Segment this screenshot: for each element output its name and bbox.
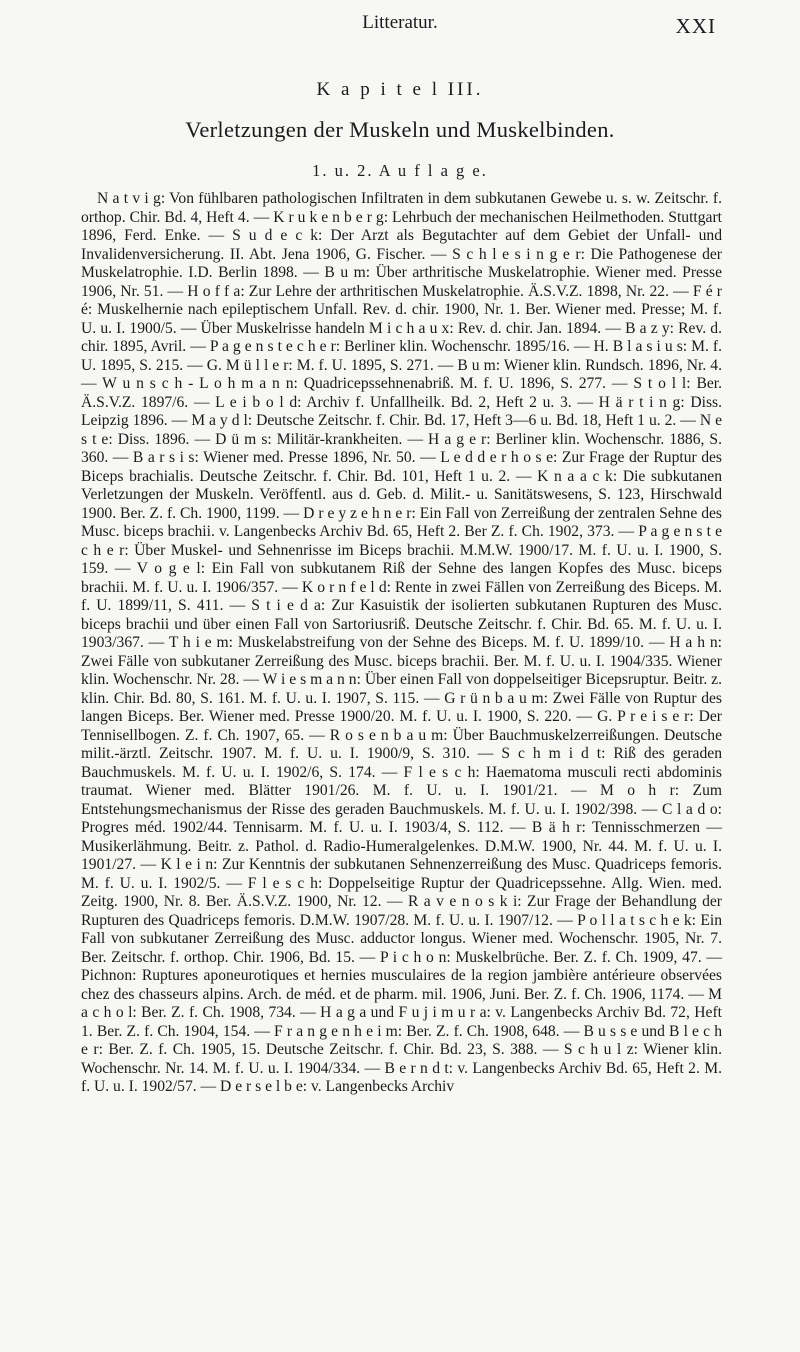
chapter-title: Verletzungen der Muskeln und Muskelbinden. [185, 117, 615, 142]
chapter-label: K a p i t e l III. [316, 79, 484, 100]
page-number: XXI [675, 14, 716, 38]
running-head: Litteratur. [362, 12, 438, 33]
edition-note: 1. u. 2. A u f l a g e. [312, 161, 488, 180]
bibliography-paragraph: N a t v i g: Von fühlbaren pathologischen Infiltraten in dem subkutanen Gewebe u. s. w. Zeitschr. f. orthop. Chir. Bd. 4, Heft 4. — K r u k e n b e r g: Lehrbuch der mechanischen Heilmethoden. Stuttgart 1896, Ferd. Enke. — S u d e c k: Der Arzt als Begutachter auf dem Gebiet der Unfall- und Invalidenversicherung. II. Abt. Jena 1906, G. Fischer. — S c h l e s i n g e r: Die Pathogenese der Muskelatrophie. I.D. Berlin 1898. — B u m: Über arthritische Muskelatrophie. Wiener med. Presse 1906, Nr. 51. — H o f f a: Zur Lehre der arthritischen Muskelatrophie. Ä.S.V.Z. 1898, Nr. 22. — F é r é: Muskelhernie nach epileptischem Unfall. Rev. d. chir. 1900, Nr. 1. Ber. Wiener med. Presse; M. f. U. u. I. 1900/5. — Über Muskelrisse handeln M i c h a u x: Rev. d. chir. Jan. 1894. — B a z y: Rev. d. chir. 1895, Avril. — P a g e n s t e c h e r: Berliner klin. Wochenschr. 1895/16. — H. B l a s i u s: M. f. U. 1895, S. 215. — G. M ü l l e r: M. f. U. 1895, S. 271. — B u m: Wiener klin. Rundsch. 1896, Nr. 4. — W u n s c h - L o h m a n n: Quadricepssehnenabriß. M. f. U. 1896, S. 277. — S t o l l: Ber. Ä.S.V.Z. 1897/6. — L e i b o l d: Archiv f. Unfallheilk. Bd. 2, Heft 2 u. 3. — H ä r t i n g: Diss. Leipzig 1896. — M a y d l: Deutsche Zeitschr. f. Chir. Bd. 17, Heft 3—6 u. Bd. 18, Heft 1 u. 2. — N e s t e: Diss. 1896. — D ü m s: Militär-krankheiten. — H a g e r: Berliner klin. Wochenschr. 1886, S. 360. — B a r s i s: Wiener med. Presse 1896, Nr. 50. — L e d d e r h o s e: Zur Frage der Ruptur des Biceps brachialis. Deutsche Zeitschr. f. Chir. Bd. 101, Heft 1 u. 2. — K n a a c k: Die subkutanen Verletzungen der Muskeln. Veröffentl. aus d. Geb. d. Milit.- u. Sanitätswesens, S. 123, Hirschwald 1900. Ber. Z. f. Ch. 1900, 1199. — D r e y z e h n e r: Ein Fall von Zerreißung der zentralen Sehne des Musc. biceps brachii. v. Langenbecks Archiv Bd. 65, Heft 2. Ber Z. f. Ch. 1902, 373. — P a g e n s t e c h e r: Über Muskel- und Sehnenrisse im Biceps brachii. M.M.W. 1900/17. M. f. U. u. I. 1900, S. 159. — V o g e l: Ein Fall von subkutanem Riß der Sehne des langen Kopfes des Musc. biceps brachii. M. f. U. u. I. 1906/357. — K o r n f e l d: Rente in zwei Fällen von Zerreißung des Biceps. M. f. U. 1899/11, S. 411. — S t i e d a: Zur Kasuistik der isolierten subkutanen Rupturen des Musc. biceps brachii und über einen Fall von Sartoriusriß. Deutsche Zeitschr. f. Chir. Bd. 65. M. f. U. u. I. 1903/367. — T h i e m: Muskelabstreifung von der Sehne des Biceps. M. f. U. 1899/10. — H a h n: Zwei Fälle von subkutaner Zerreißung des Musc. biceps brachii. Ber. M. f. U. u. I. 1904/335. Wiener klin. Wochenschr. Nr. 28. — W i e s m a n n: Über einen Fall von doppelseitiger Bicepsruptur. Beitr. z. klin. Chir. Bd. 80, S. 161. M. f. U. u. I. 1907, S. 115. — G r ü n b a u m: Zwei Fälle von Ruptur des langen Biceps. Ber. Wiener med. Presse 1900/20. M. f. U. u. I. 1900, S. 220. — G. P r e i s e r: Der Tennisellbogen. Z. f. Ch. 1907, 65. — R o s e n b a u m: Über Bauchmuskelzerreißungen. Deutsche milit.-ärztl. Zeitschr. 1907. M. f. U. u. I. 1900/9, S. 310. — S c h m i d t: Riß des geraden Bauchmuskels. M. f. U. u. I. 1902/6, S. 174. — F l e s c h: Haematoma musculi recti abdominis traumat. Wiener med. Blätter 1901/26. M. f. U. u. I. 1901/21. — M o h r: Zum Entstehungsmechanismus der Risse des geraden Bauchmuskels. M. f. U. u. I. 1902/398. — C l a d o: Progres méd. 1902/44. Tennisarm. M. f. U. u. I. 1903/4, S. 112. — B ä h r: Tennisschmerzen — Musikerlähmung. Beitr. z. Pathol. d. Radio-Humeralgelenkes. D.M.W. 1900, Nr. 44. M. f. U. u. I. 1901/27. — K l e i n: Zur Kenntnis der subkutanen Sehnenzerreißung des Musc. Quadriceps femoris. M. f. U. u. I. 1902/5. — F l e s c h: Doppelseitige Ruptur der Quadricepssehne. Allg. Wien. med. Zeitg. 1900, Nr. 8. Ber. Ä.S.V.Z. 1900, Nr. 12. — R a v e n o s k i: Zur Frage der Behandlung der Rupturen des Quadriceps femoris. D.M.W. 1907/28. M. f. U. u. I. 1907/12. — P o l l a t s c h e k: Ein Fall von subkutaner Zerreißung des Musc. adductor longus. Wiener med. Wochenschr. 1905, Nr. 7. Ber. Zeitschr. f. orthop. Chir. 1906, Bd. 15. — P i c h o n: Muskelbrüche. Ber. Z. f. Ch. 1909, 47. — Pichnon: Ruptures aponeurotiques et hernies musculaires de la region jambière antérieure observées chez des chasseurs alpins. Arch. de méd. et de pharm. mil. 1906, Juni. Ber. Z. f. Ch. 1906, 1174. — M a c h o l: Ber. Z. f. Ch. 1908, 734. — H a g a und F u j i m u r a: v. Langenbecks Archiv Bd. 72, Heft 1. Ber. Z. f. Ch. 1904, 154. — F r a n g e n h e i m: Ber. Z. f. Ch. 1908, 648. — B u s s e und B l e c h e r: Ber. Z. f. Ch. 1905, 15. Deutsche Zeitschr. f. Chir. Bd. 23, S. 388. — S c h u l z: Wiener klin. Wochenschr. Nr. 14. M. f. U. u. I. 1904/334. — B e r n d t: v. Langenbecks Archiv Bd. 65, Heft 2. M. f. U. u. I. 1902/57. — D e r s e l b e: v. Langenbecks Archiv [81, 190, 722, 1095]
